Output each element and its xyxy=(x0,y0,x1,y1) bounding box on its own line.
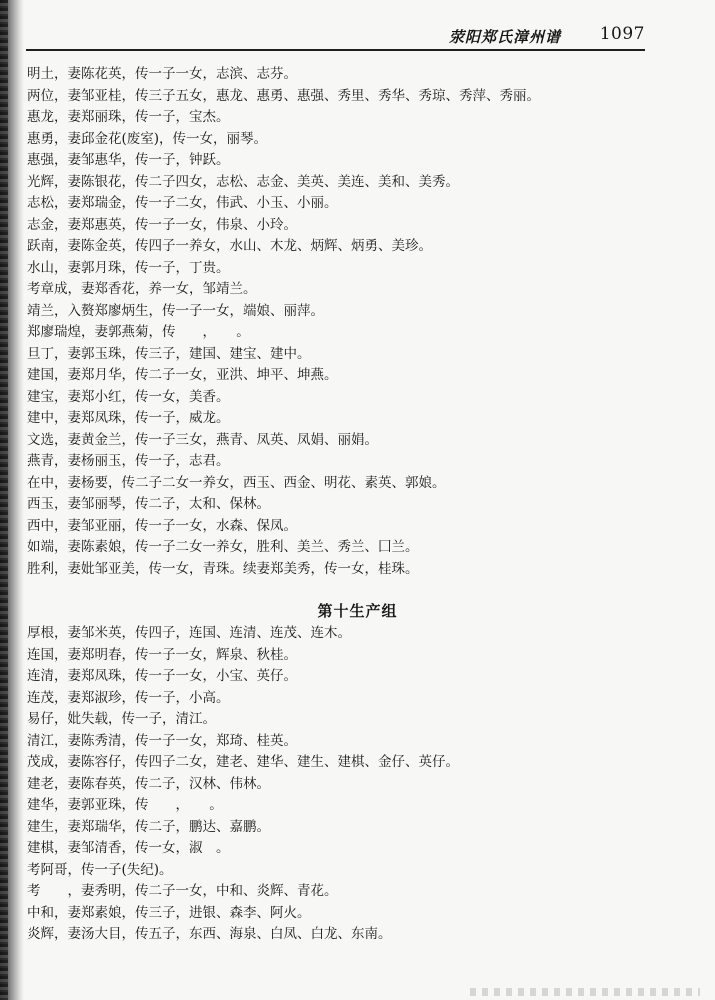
genealogy-entry: 胜利，妻妣邹亚美，传一女，青珠。续妻郑美秀，传一女，桂珠。 xyxy=(27,560,419,577)
genealogy-entry: 燕青，妻杨丽玉，传一子，志君。 xyxy=(27,453,230,469)
genealogy-entry: 易仔，妣失载，传一子，清江。 xyxy=(27,711,216,727)
genealogy-entry: 志松，妻郑瑞金，传一子二女，伟武、小玉、小丽。 xyxy=(27,195,338,211)
genealogy-entry: 建中，妻郑凤珠，传一子，威龙。 xyxy=(27,410,230,426)
genealogy-entry: 中和，妻郑素娘，传三子，进银、森李、阿火。 xyxy=(27,904,311,921)
genealogy-section-1 xyxy=(27,64,667,580)
genealogy-entry: 建华，妻郭亚珠，传 ， 。 xyxy=(27,797,223,813)
genealogy-entry: 连国，妻郑明春，传一子一女，辉泉、秋桂。 xyxy=(27,646,297,663)
genealogy-entry: 水山，妻郭月珠，传一子，丁贵。 xyxy=(27,259,230,276)
genealogy-entry: 建老，妻陈春英，传二子，汉林、伟林。 xyxy=(27,775,270,792)
genealogy-entry: 郑廖瑞煌，妻郭燕菊，传 ， 。 xyxy=(27,324,250,340)
genealogy-entry: 文选，妻黄金兰，传一子三女，燕青、凤英、凤娟、丽娟。 xyxy=(27,431,378,448)
page-header xyxy=(26,24,645,50)
genealogy-entry: 炎辉，妻汤大目，传五子，东西、海泉、白凤、白龙、东南。 xyxy=(27,926,392,942)
genealogy-entry: 建生，妻郑瑞华，传二子，鹏达、嘉鹏。 xyxy=(27,818,270,835)
genealogy-entry: 光辉，妻陈银花，传二子四女，志松、志金、美英、美连、美和、美秀。 xyxy=(27,173,459,190)
genealogy-section-2 xyxy=(27,623,667,946)
page-number: 1097 xyxy=(599,24,645,44)
genealogy-entry: 考章成，妻郑香花，养一女，邹靖兰。 xyxy=(27,281,257,297)
genealogy-entry: 考阿哥，传一子(失纪)。 xyxy=(27,861,173,878)
genealogy-entry: 西中，妻邹亚丽，传一子一女，水森、保凤。 xyxy=(27,517,297,534)
genealogy-entry: 厚根，妻邹米英，传四子，连国、连清、连茂、连木。 xyxy=(27,625,351,641)
genealogy-entry: 惠勇，妻邱金花(废室)，传一女，丽琴。 xyxy=(27,130,268,147)
genealogy-entry: 如端，妻陈素娘，传一子二女一养女，胜利、美兰、秀兰、囗兰。 xyxy=(27,539,419,555)
genealogy-entry: 建宝，妻郑小红，传一女，美香。 xyxy=(27,388,230,405)
genealogy-entry: 志金，妻郑惠英，传一子一女，伟泉、小玲。 xyxy=(27,216,297,233)
bleed-through-artifact xyxy=(470,988,700,996)
genealogy-entry: 惠强，妻邹惠华，传一子，钟跃。 xyxy=(27,152,230,168)
genealogy-entry: 建棋，妻邹清香，传一女，淑 。 xyxy=(27,840,230,856)
binding-edge xyxy=(0,0,8,1000)
section-heading: 第十生产组 xyxy=(317,602,398,620)
genealogy-entry: 明土，妻陈花英，传一子一女，志滨、志芬。 xyxy=(27,66,297,82)
genealogy-entry: 茂成，妻陈容仔，传四子二女，建老、建华、建生、建棋、金仔、英仔。 xyxy=(27,754,459,770)
genealogy-entry: 跃南，妻陈金英，传四子一养女，水山、木龙、炳辉、炳勇、美珍。 xyxy=(27,238,432,254)
genealogy-entry: 旦丁，妻郭玉珠，传三子，建国、建宝、建中。 xyxy=(27,345,311,362)
genealogy-entry: 在中，妻杨要，传二子二女一养女，西玉、西金、明花、素英、郭娘。 xyxy=(27,474,446,491)
genealogy-entry: 建国，妻郑月华，传二子一女，亚洪、坤平、坤燕。 xyxy=(27,367,338,383)
genealogy-entry: 考 ，妻秀明，传二子一女，中和、炎辉、青花。 xyxy=(27,883,338,899)
genealogy-entry: 清江，妻陈秀清，传一子一女，郑琦、桂英。 xyxy=(27,732,297,749)
genealogy-entry: 两位，妻邹亚桂，传三子五女，惠龙、惠勇、惠强、秀里、秀华、秀琼、秀萍、秀丽。 xyxy=(27,87,540,104)
genealogy-entry: 惠龙，妻郑丽珠，传一子，宝杰。 xyxy=(27,109,230,125)
running-title: 荥阳郑氏漳州谱 xyxy=(448,28,561,46)
genealogy-entry: 连茂，妻郑淑珍，传一子，小高。 xyxy=(27,689,230,706)
header-rule xyxy=(26,49,645,51)
genealogy-entry: 西玉，妻邹丽琴，传二子，太和、保林。 xyxy=(27,496,270,512)
genealogy-entry: 连清，妻郑凤珠，传一子一女，小宝、英仔。 xyxy=(27,668,297,684)
genealogy-entry: 靖兰，入赘郑廖炳生，传一子一女，端娘、丽萍。 xyxy=(27,302,324,319)
